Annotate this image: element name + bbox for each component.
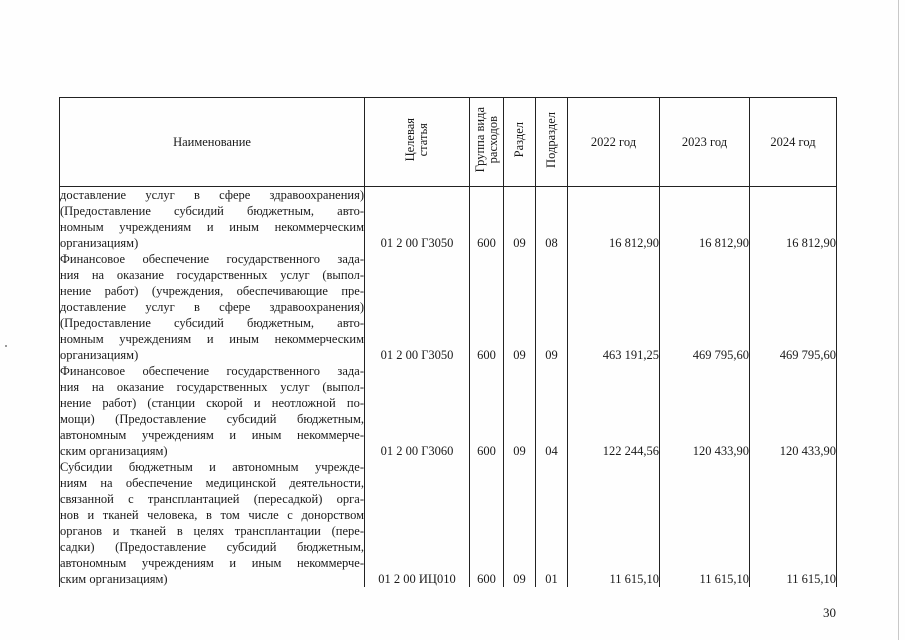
row-expense-group: 600	[470, 251, 504, 363]
row-name-line: нов и тканей человека, в том числе с донорством	[60, 508, 364, 522]
row-name-line: ния на оказание государственных услуг (выпол-	[60, 268, 364, 282]
row-target-article: 01 2 00 ИЦ010	[365, 459, 470, 587]
row-name-line: связанной с трансплантацией (пересадкой) орга-	[60, 492, 364, 506]
row-amount-2022: 11 615,10	[568, 459, 660, 587]
row-section: 09	[504, 363, 536, 459]
row-amount-2024: 11 615,10	[750, 459, 837, 587]
row-amount-2022: 16 812,90	[568, 187, 660, 252]
row-name-line: Финансовое обеспечение государственного зада-	[60, 252, 364, 266]
row-target-article: 01 2 00 Г3050	[365, 251, 470, 363]
row-name	[60, 459, 365, 587]
row-name-line: садки) (Предоставление субсидий бюджетным,	[60, 540, 364, 554]
row-name-line: номным учреждениям и иным некоммерческим	[60, 220, 364, 234]
table-header-row	[60, 98, 837, 187]
page-number: 30	[823, 605, 836, 620]
row-subsection: 08	[536, 187, 568, 252]
row-name-line: организациям)	[60, 236, 139, 250]
row-section: 09	[504, 187, 536, 252]
row-amount-2024: 16 812,90	[750, 187, 837, 252]
row-target-article: 01 2 00 Г3050	[365, 187, 470, 252]
header-target-article: Целевая статья	[365, 98, 470, 187]
row-name	[60, 187, 365, 252]
row-name-line: номным учреждениям и иным некоммерческим	[60, 332, 364, 346]
table-row	[60, 251, 837, 363]
header-2023: 2023 год	[660, 98, 750, 187]
row-name-line: Финансовое обеспечение государственного зада-	[60, 364, 364, 378]
header-section: Раздел	[504, 98, 536, 187]
row-amount-2022: 122 244,56	[568, 363, 660, 459]
row-amount-2023: 11 615,10	[660, 459, 750, 587]
row-name-line: автономным учреждениям и иным некоммерче-	[60, 428, 364, 442]
row-target-article: 01 2 00 Г3060	[365, 363, 470, 459]
row-name-line: (Предоставление субсидий бюджетным, авто-	[60, 316, 364, 330]
page-edge-line	[898, 0, 899, 640]
row-amount-2024: 120 433,90	[750, 363, 837, 459]
row-name-line: нение работ) (учреждения, обеспечивающие пре-	[60, 284, 364, 298]
row-name	[60, 251, 365, 363]
row-name-line: организациям)	[60, 348, 139, 362]
row-amount-2022: 463 191,25	[568, 251, 660, 363]
row-name-line: органов и тканей в целях трансплантации (пере-	[60, 524, 364, 538]
row-name	[60, 363, 365, 459]
row-name-line: ния на оказание государственных услуг (выпол-	[60, 380, 364, 394]
row-subsection: 09	[536, 251, 568, 363]
budget-table	[59, 97, 837, 587]
row-amount-2023: 120 433,90	[660, 363, 750, 459]
row-name-line: доставление услуг в сфере здравоохранения)	[60, 300, 364, 314]
row-name-line: нение работ) (станции скорой и неотложной по-	[60, 396, 364, 410]
row-subsection: 04	[536, 363, 568, 459]
row-section: 09	[504, 459, 536, 587]
row-amount-2023: 469 795,60	[660, 251, 750, 363]
row-amount-2024: 469 795,60	[750, 251, 837, 363]
row-name-line: автономным учреждениям и иным некоммерче-	[60, 556, 364, 570]
scan-artifact	[5, 345, 7, 347]
row-name-line: ским организациям)	[60, 572, 168, 586]
row-expense-group: 600	[470, 187, 504, 252]
header-expense-group: Группа вида расходов	[470, 98, 504, 187]
row-name-line: ским организациям)	[60, 444, 168, 458]
header-name: Наименование	[60, 98, 365, 187]
row-amount-2023: 16 812,90	[660, 187, 750, 252]
table-row	[60, 459, 837, 587]
header-subsection: Подраздел	[536, 98, 568, 187]
row-name-line: мощи) (Предоставление субсидий бюджетным,	[60, 412, 364, 426]
row-subsection: 01	[536, 459, 568, 587]
header-2024: 2024 год	[750, 98, 837, 187]
row-expense-group: 600	[470, 459, 504, 587]
row-section: 09	[504, 251, 536, 363]
row-name-line: Субсидии бюджетным и автономным учрежде-	[60, 460, 364, 474]
table-row	[60, 363, 837, 459]
row-expense-group: 600	[470, 363, 504, 459]
row-name-line: ниям на обеспечение медицинской деятельности,	[60, 476, 364, 490]
row-name-line: доставление услуг в сфере здравоохранения)	[60, 188, 364, 202]
table-row	[60, 187, 837, 252]
header-2022: 2022 год	[568, 98, 660, 187]
row-name-line: (Предоставление субсидий бюджетным, авто-	[60, 204, 364, 218]
